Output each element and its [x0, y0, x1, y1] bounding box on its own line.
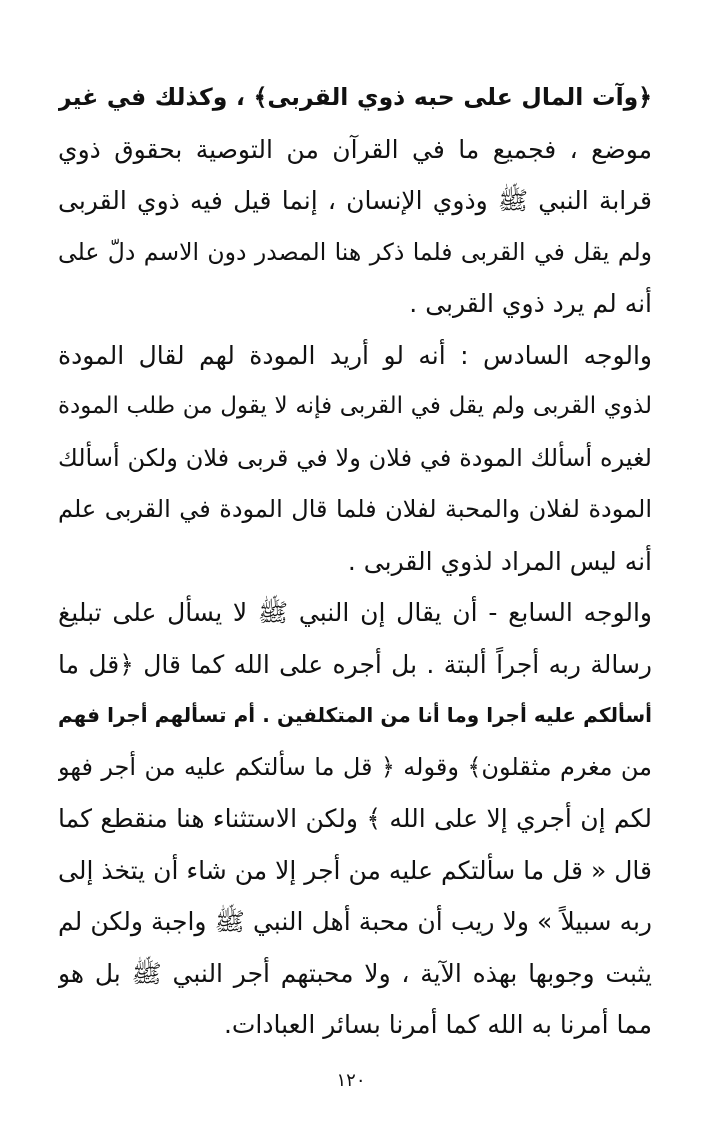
text-line-9: المودة لفلان والمحبة لفلان فلما قال المودة في القربى علم — [58, 495, 652, 523]
text-line-10: أنه ليس المراد لذوي القربى . — [347, 546, 652, 576]
text-line-8: لغيره أسألك المودة في فلان ولا في قربى فلان ولكن أسألك — [58, 443, 652, 472]
text-line-19: مما أمرنا به الله كما أمرنا بسائر العبادات. — [223, 1010, 652, 1039]
page-number: ١٢٠ — [336, 1070, 366, 1091]
text-line-16: قال « قل ما سألتكم عليه من أجر إلا من شاء أن يتخذ إلى — [58, 855, 652, 885]
body-text — [58, 72, 652, 1051]
text-line-2: موضع ، فجميع ما في القرآن من التوصية بحقوق ذوي — [58, 134, 652, 164]
text-line-18: يثبت وجوبها بهذه الآية ، ولا محبتهم أجر النبي ﷺ بل هو — [58, 958, 652, 988]
text-line-4: ولم يقل في القربى فلما ذكر هنا المصدر دون الاسم دلّ على — [58, 237, 652, 266]
text-line-14: من مغرم مثقلون﴾ وقوله ﴿ قل ما سألتكم عليه من أجر فهو — [58, 752, 652, 781]
text-line-3: قرابة النبي ﷺ وذوي الإنسان ، إنما قيل فيه ذوي القربى — [58, 186, 652, 215]
text-line-6: والوجه السادس : أنه لو أريد المودة لهم لقال المودة — [58, 340, 652, 370]
text-line-5: أنه لم يرد ذوي القربى . — [409, 289, 652, 318]
text-line-17: ربه سبيلاً » ولا ريب أن محبة أهل النبي ﷺ واجبة ولكن لم — [58, 907, 652, 936]
text-line-12: رسالة ربه أجراً ألبتة . بل أجره على الله كما قال ﴿قل ما — [58, 649, 652, 679]
text-line-7: لذوي القربى ولم يقل في القربى فإنه لا يقول من طلب المودة — [58, 393, 652, 419]
text-line-11: والوجه السابع - أن يقال إن النبي ﷺ لا يسأل على تبليغ — [58, 598, 652, 627]
text-line-1: ﴿وآت المال على حبه ذوي القربى﴾ ، وكذلك في غير — [58, 83, 652, 111]
text-line-13: أسألكم عليه أجرا وما أنا من المتكلفين . أم تسألهم أجرا فهم — [58, 703, 652, 727]
text-line-15: لكم إن أجري إلا على الله ﴾ ولكن الاستثناء هنا منقطع كما — [58, 804, 652, 833]
